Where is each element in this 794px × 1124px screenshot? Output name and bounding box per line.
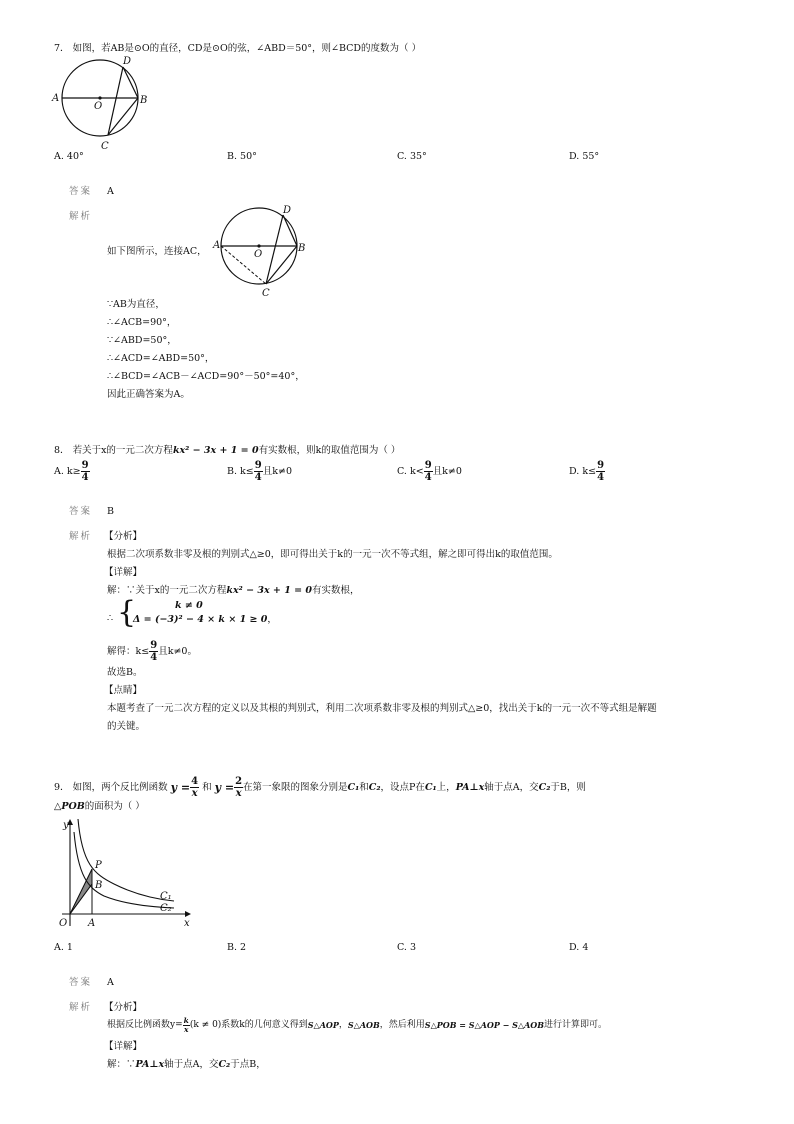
q7-step-4: ∴∠ACD=∠ABD=50°，	[107, 353, 215, 364]
q8-solve-frac	[149, 640, 158, 663]
q7-fig-label-b: B	[140, 95, 148, 106]
q8-solve-den: 4	[150, 652, 158, 663]
q8-choose: 故选B。	[107, 667, 143, 678]
q8-xiangjie-tag: 【详解】	[104, 567, 143, 578]
q8-system-end: ，	[267, 614, 277, 625]
q8-option-b-letter: B.	[227, 466, 238, 477]
q9-fig-label-o: O	[59, 918, 68, 929]
q7-sol-label-c: C	[262, 288, 270, 299]
q8-option-d-num: 9	[597, 460, 605, 471]
q9-option-c: C. 3	[397, 942, 417, 953]
q8-system-brace: {	[117, 595, 137, 630]
q8-sol-post: 有实数根，	[312, 585, 360, 596]
q9-sol-mid: 轴于点A，交	[164, 1059, 219, 1070]
q9-and: 和	[202, 782, 212, 793]
q9-fig-label-b: B	[95, 880, 103, 891]
q9-answer: A	[107, 977, 114, 988]
q9-fx-num: k	[183, 1016, 189, 1025]
q9-fig-label-p: P	[95, 860, 102, 871]
q7-option-c: C. 35°	[397, 151, 427, 162]
q9-sol-c2: C₂	[218, 1059, 231, 1070]
q9-c1b: C₁	[424, 782, 437, 793]
q9-fx-mid: (k ≠ 0)系数k的几何意义得到	[189, 1020, 308, 1030]
q7-step-5: ∴∠BCD=∠ACB－∠ACD=90°－50°=40°，	[107, 371, 305, 382]
q8-option-c-post: 且k≠0	[432, 466, 462, 477]
q9-f1-den: x	[191, 788, 198, 799]
q8-option-a-letter: A.	[54, 466, 64, 477]
q9-c1: C₁	[347, 782, 360, 793]
q8-option-a-den: 4	[81, 472, 89, 483]
q9-fx-mid2: ，然后利用	[379, 1020, 425, 1030]
q7-solution-figure	[208, 200, 318, 300]
q9-fig-label-y: y	[63, 820, 69, 831]
q7-option-d: D. 55°	[569, 151, 600, 162]
q7-step-1: ∵AB为直径，	[107, 299, 165, 310]
q8-option-b-num: 9	[254, 460, 262, 471]
q9-f2-frac	[234, 776, 243, 799]
q8-sol-eq: kx² − 3x + 1 = 0	[226, 585, 312, 596]
q9-f2-lhs: y =	[214, 781, 235, 794]
q9-f1-lhs: y =	[170, 781, 191, 794]
q7-option-a: A. 40°	[54, 151, 84, 162]
q9-analysis-label: 解析	[69, 1002, 93, 1013]
q9-fx-frac	[183, 1017, 190, 1034]
q8-option-b-den: 4	[254, 472, 262, 483]
q8-therefore: ∴	[107, 613, 114, 624]
q9-stem-line-1	[54, 776, 586, 799]
q9-sol-end: 于点B，	[230, 1059, 266, 1070]
q9-c2b: C₂	[538, 782, 551, 793]
q9-c2: C₂	[368, 782, 381, 793]
q8-option-b-pre: k≤	[240, 466, 254, 477]
q7-answer-label: 答案	[69, 186, 93, 197]
q8-option-c-letter: C.	[397, 466, 407, 477]
q7-fig-label-a: A	[52, 93, 60, 104]
q8-dianjing-2: 的关键。	[107, 721, 146, 732]
q9-s-formula: S△POB = S△AOP − S△AOB	[424, 1020, 545, 1030]
q8-option-c-num: 9	[424, 460, 432, 471]
q8-option-c-frac	[424, 460, 433, 483]
q9-fx-pre: 根据反比例函数y=	[107, 1020, 183, 1030]
q9-stem2-tri: △	[54, 801, 62, 812]
q8-option-d-frac	[596, 460, 605, 483]
q7-step-3: ∵∠ABD=50°，	[107, 335, 177, 346]
q8-option-d-pre: k≤	[582, 466, 597, 477]
q9-fx-den: x	[184, 1025, 189, 1034]
q9-fenxi-line	[107, 1017, 607, 1034]
q9-fx-sep: ，	[338, 1020, 348, 1030]
q9-fig-label-c1: C₁	[160, 891, 172, 902]
q9-s-aop: S△AOP	[307, 1020, 339, 1030]
q9-sol-pa: PA⊥x	[135, 1059, 165, 1070]
q9-sol-pre: 解：∵	[107, 1059, 136, 1070]
q8-analysis-label: 解析	[69, 531, 93, 542]
q7-sol-label-a: A	[213, 240, 221, 251]
q8-dianjing-tag: 【点睛】	[104, 685, 143, 696]
q7-intro: 如下图所示，连接AC，	[107, 246, 207, 257]
q8-solve-post: 且k≠0。	[158, 646, 197, 657]
q9-f2-num: 2	[235, 776, 243, 787]
q9-option-b: B. 2	[227, 942, 247, 953]
q9-option-d: D. 4	[569, 942, 589, 953]
q8-solution-line	[107, 584, 360, 597]
q8-system-line-2: Δ = (−3)² − 4 × k × 1 ≥ 0	[133, 614, 268, 625]
q7-analysis-label: 解析	[69, 211, 93, 222]
q9-pa: PA⊥x	[455, 782, 485, 793]
q7-option-b: B. 50°	[227, 151, 257, 162]
q8-answer: B	[107, 506, 114, 517]
q9-s-aob: S△AOB	[347, 1020, 380, 1030]
q8-solve-pre: 解得：k≤	[107, 646, 150, 657]
q9-stem-line-2	[54, 800, 145, 813]
q7-circle-figure	[50, 52, 160, 152]
q9-stem2-rest: 的面积为（ ）	[84, 801, 145, 812]
q8-answer-label: 答案	[69, 506, 93, 517]
q7-sol-label-d: D	[283, 205, 292, 216]
q8-option-a-pre: k≥	[66, 466, 81, 477]
q8-stem-post: 有实数根，则k的取值范围为（ ）	[258, 445, 401, 456]
q8-option-d-letter: D.	[569, 466, 580, 477]
q8-system-line-2-wrap	[133, 613, 277, 626]
q9-graph-figure	[54, 814, 204, 934]
q9-stem2-pob: POB	[61, 801, 85, 812]
q9-fig-label-c2: C₂	[160, 903, 172, 914]
q8-sol-pre: 解：∵关于x的一元二次方程	[107, 585, 227, 596]
q8-option-d-den: 4	[597, 472, 605, 483]
q9-fig-label-x: x	[184, 918, 190, 929]
q8-system-line-1: k ≠ 0	[175, 600, 203, 611]
q8-option-a-frac	[81, 460, 90, 483]
q9-option-a: A. 1	[54, 942, 73, 953]
q8-option-a	[54, 460, 90, 483]
q9-fx-end: 进行计算即可。	[544, 1020, 608, 1030]
q7-sol-label-o: O	[254, 249, 263, 260]
q7-stem: 7． 如图，若AB是⊙O的直径，CD是⊙O的弦，∠ABD＝50°，则∠BCD的度数为（ ）	[54, 43, 422, 54]
q9-stem-e: 轴于点A，交	[484, 782, 539, 793]
q8-option-b	[227, 460, 292, 483]
q9-fig-label-a: A	[88, 918, 96, 929]
q9-stem-a: 9． 如图，两个反比例函数	[54, 782, 168, 793]
q8-fenxi-tag: 【分析】	[104, 531, 143, 542]
q9-f2-den: x	[235, 788, 242, 799]
q8-solve-num: 9	[150, 640, 158, 651]
q9-stem-c: ，设点P在	[380, 782, 425, 793]
q8-solve	[107, 640, 197, 663]
q9-f1-num: 4	[191, 776, 199, 787]
q8-stem	[54, 444, 400, 457]
q7-answer: A	[107, 186, 114, 197]
q7-step-6: 因此正确答案为A。	[107, 389, 190, 400]
q8-dianjing-1: 本题考查了一元二次方程的定义以及其根的判别式，利用二次项系数非零及根的判别式△≥0，找出关于k的一元一次不等式组是解题	[107, 703, 657, 714]
q9-xiangjie-tag: 【详解】	[104, 1041, 143, 1052]
q8-option-c-pre: k<	[409, 466, 424, 477]
q9-fenxi-tag: 【分析】	[104, 1002, 143, 1013]
q7-sol-label-b: B	[298, 243, 306, 254]
q8-option-d	[569, 460, 605, 483]
q9-stem-f: 于B，则	[550, 782, 586, 793]
q9-solution-line	[107, 1058, 266, 1071]
q7-fig-label-d: D	[123, 56, 132, 67]
q8-option-a-num: 9	[81, 460, 89, 471]
q8-fenxi: 根据二次项系数非零及根的判别式△≥0，即可得出关于k的一元一次不等式组，解之即可得出k的取值范围。	[107, 549, 558, 560]
q7-fig-label-o: O	[94, 101, 103, 112]
q8-stem-pre: 8． 若关于x的一元二次方程	[54, 445, 173, 456]
q8-option-b-post: 且k≠0	[262, 466, 292, 477]
q8-option-c	[397, 460, 462, 483]
q9-he: 和	[359, 782, 369, 793]
q7-step-2: ∴∠ACB=90°，	[107, 317, 177, 328]
q7-fig-label-c: C	[101, 141, 109, 152]
q9-stem-d: 上，	[436, 782, 456, 793]
q8-option-b-frac	[254, 460, 263, 483]
q8-equation: kx² − 3x + 1 = 0	[172, 445, 259, 456]
q9-answer-label: 答案	[69, 977, 93, 988]
q9-f1-frac	[190, 776, 199, 799]
q8-option-c-den: 4	[424, 472, 432, 483]
q9-stem-b: 在第一象限的图象分别是	[243, 782, 348, 793]
